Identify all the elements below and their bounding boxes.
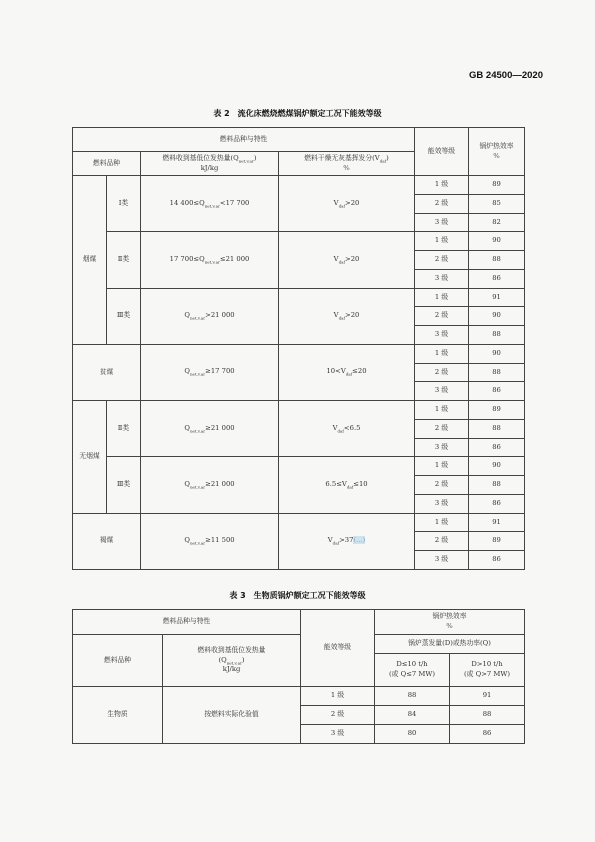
t2-fuel-name: 褐煤 <box>73 513 141 569</box>
t2-grade: 3 级 <box>415 494 469 513</box>
t3-header-fuel-type: 燃料品种 <box>73 635 163 687</box>
table3-caption: 表 3 生物质锅炉额定工况下能效等级 <box>229 591 366 600</box>
t2-grade: 3 级 <box>415 269 469 288</box>
t2-grade: 2 级 <box>415 476 469 495</box>
t2-efficiency: 82 <box>469 213 525 232</box>
t3-eff-large: 88 <box>450 706 525 725</box>
t2-volatile: $V_{daf}>20$ <box>279 232 415 288</box>
t2-efficiency: 88 <box>469 363 525 382</box>
t2-heating-value: $Q_{net,v,ar}\ge 17$ 700 <box>141 344 279 400</box>
t2-efficiency: 86 <box>469 551 525 570</box>
t3-eff-small: 80 <box>375 725 450 744</box>
t3-heating-value: 按燃料实际化验值 <box>163 687 301 744</box>
table2 <box>72 127 525 570</box>
t2-volatile: $6.5\le V_{daf}\le 10$ <box>279 457 415 513</box>
t3-header-capacity: 锅炉蒸发量(D)或热功率(Q) <box>375 635 525 654</box>
t2-heating-value: $Q_{net,v,ar}>21$ 000 <box>141 288 279 344</box>
t2-grade: 2 级 <box>415 532 469 551</box>
t3-grade: 2 级 <box>301 706 375 725</box>
t2-grade: 1 级 <box>415 344 469 363</box>
t2-efficiency: 89 <box>469 532 525 551</box>
t2-efficiency: 90 <box>469 307 525 326</box>
t2-grade: 3 级 <box>415 551 469 570</box>
t2-efficiency: 86 <box>469 494 525 513</box>
t2-header-volatile: 燃料干燥无灰基挥发分$(V_{daf})$ % <box>279 152 415 176</box>
t2-volatile: $V_{daf}>20$ <box>279 176 415 232</box>
t2-heating-value: $Q_{net,v,ar}\ge 11$ 500 <box>141 513 279 569</box>
t2-efficiency: 90 <box>469 457 525 476</box>
t2-class-name: Ⅲ类 <box>107 288 141 344</box>
t2-grade: 2 级 <box>415 419 469 438</box>
t2-grade: 3 级 <box>415 382 469 401</box>
t2-class-name: Ⅱ类 <box>107 401 141 457</box>
t2-volatile: $10<V_{daf}\le 20$ <box>279 344 415 400</box>
t2-fuel-name: 无烟煤 <box>73 401 107 514</box>
t2-class-name: Ⅲ类 <box>107 457 141 513</box>
t3-eff-small: 88 <box>375 687 450 706</box>
t2-class-name: Ⅱ类 <box>107 232 141 288</box>
t2-grade: 3 级 <box>415 326 469 345</box>
table-row <box>73 288 525 307</box>
t2-fuel-name: 烟煤 <box>73 176 107 345</box>
table2-caption: 表 2 流化床燃烧燃煤锅炉额定工况下能效等级 <box>213 109 382 118</box>
t2-efficiency: 86 <box>469 438 525 457</box>
t2-grade: 3 级 <box>415 438 469 457</box>
t2-grade: 1 级 <box>415 288 469 307</box>
t3-eff-small: 84 <box>375 706 450 725</box>
t2-efficiency: 90 <box>469 344 525 363</box>
t2-grade: 3 级 <box>415 213 469 232</box>
t2-header-grade: 能效等级 <box>415 128 469 176</box>
t3-header-heating-value: 燃料收到基低位发热量 $(Q_{net,v,ar})$ kJ/kg <box>163 635 301 687</box>
t3-header-group: 燃料品种与特性 <box>73 610 301 635</box>
t2-heating-value: 14 $400\le Q_{net,v,ar}<17$ 700 <box>141 176 279 232</box>
table-row <box>73 344 525 363</box>
t2-efficiency: 88 <box>469 326 525 345</box>
t2-grade: 1 级 <box>415 401 469 420</box>
t2-fuel-name: 贫煤 <box>73 344 141 400</box>
t2-efficiency: 86 <box>469 269 525 288</box>
t2-class-name: Ⅰ类 <box>107 176 141 232</box>
t2-header-heating-value: 燃料收到基低位发热量$(Q_{net,v,ar})$ kJ/kg <box>141 152 279 176</box>
t3-header-large-capacity: D>10 t/h (或 Q>7 MW) <box>450 654 525 687</box>
t2-header-efficiency: 锅炉热效率 % <box>469 128 525 176</box>
t2-header-group: 燃料品种与特性 <box>73 128 415 152</box>
t2-efficiency: 86 <box>469 382 525 401</box>
t2-efficiency: 91 <box>469 513 525 532</box>
table3 <box>72 609 525 744</box>
t2-grade: 1 级 <box>415 176 469 195</box>
table-row <box>73 232 525 251</box>
t2-grade: 1 级 <box>415 457 469 476</box>
t2-grade: 2 级 <box>415 251 469 270</box>
table-row <box>73 457 525 476</box>
t2-heating-value: $Q_{net,v,ar}\ge 21$ 000 <box>141 401 279 457</box>
table-row <box>73 401 525 420</box>
t2-grade: 2 级 <box>415 363 469 382</box>
t2-volatile: $V_{daf}<6.5$ <box>279 401 415 457</box>
t3-eff-large: 86 <box>450 725 525 744</box>
t2-efficiency: 85 <box>469 194 525 213</box>
t2-grade: 1 级 <box>415 513 469 532</box>
t2-heating-value: $Q_{net,v,ar}\ge 21$ 000 <box>141 457 279 513</box>
t3-grade: 1 级 <box>301 687 375 706</box>
t2-volatile: $V_{daf}>20$ <box>279 288 415 344</box>
t3-header-small-capacity: D≤10 t/h (或 Q≤7 MW) <box>375 654 450 687</box>
t2-efficiency: 88 <box>469 419 525 438</box>
t2-grade: 1 级 <box>415 232 469 251</box>
t2-header-fuel-type: 燃料品种 <box>73 152 141 176</box>
t3-fuel-type: 生物质 <box>73 687 163 744</box>
t3-header-efficiency: 锅炉热效率 % <box>375 610 525 635</box>
t2-efficiency: 88 <box>469 476 525 495</box>
t2-efficiency: 91 <box>469 288 525 307</box>
t2-efficiency: 90 <box>469 232 525 251</box>
t3-eff-large: 91 <box>450 687 525 706</box>
t2-grade: 2 级 <box>415 307 469 326</box>
table-row <box>73 176 525 195</box>
t2-efficiency: 89 <box>469 176 525 195</box>
t2-volatile: $V_{daf}>37(...)$ <box>279 513 415 569</box>
table-row <box>73 513 525 532</box>
t2-heating-value: 17 $700\le Q_{net,v,ar}\le 21$ 000 <box>141 232 279 288</box>
t3-grade: 3 级 <box>301 725 375 744</box>
t2-grade: 2 级 <box>415 194 469 213</box>
standard-number: GB 24500—2020 <box>469 70 543 81</box>
t3-header-grade: 能效等级 <box>301 610 375 687</box>
t2-efficiency: 89 <box>469 401 525 420</box>
t2-efficiency: 88 <box>469 251 525 270</box>
